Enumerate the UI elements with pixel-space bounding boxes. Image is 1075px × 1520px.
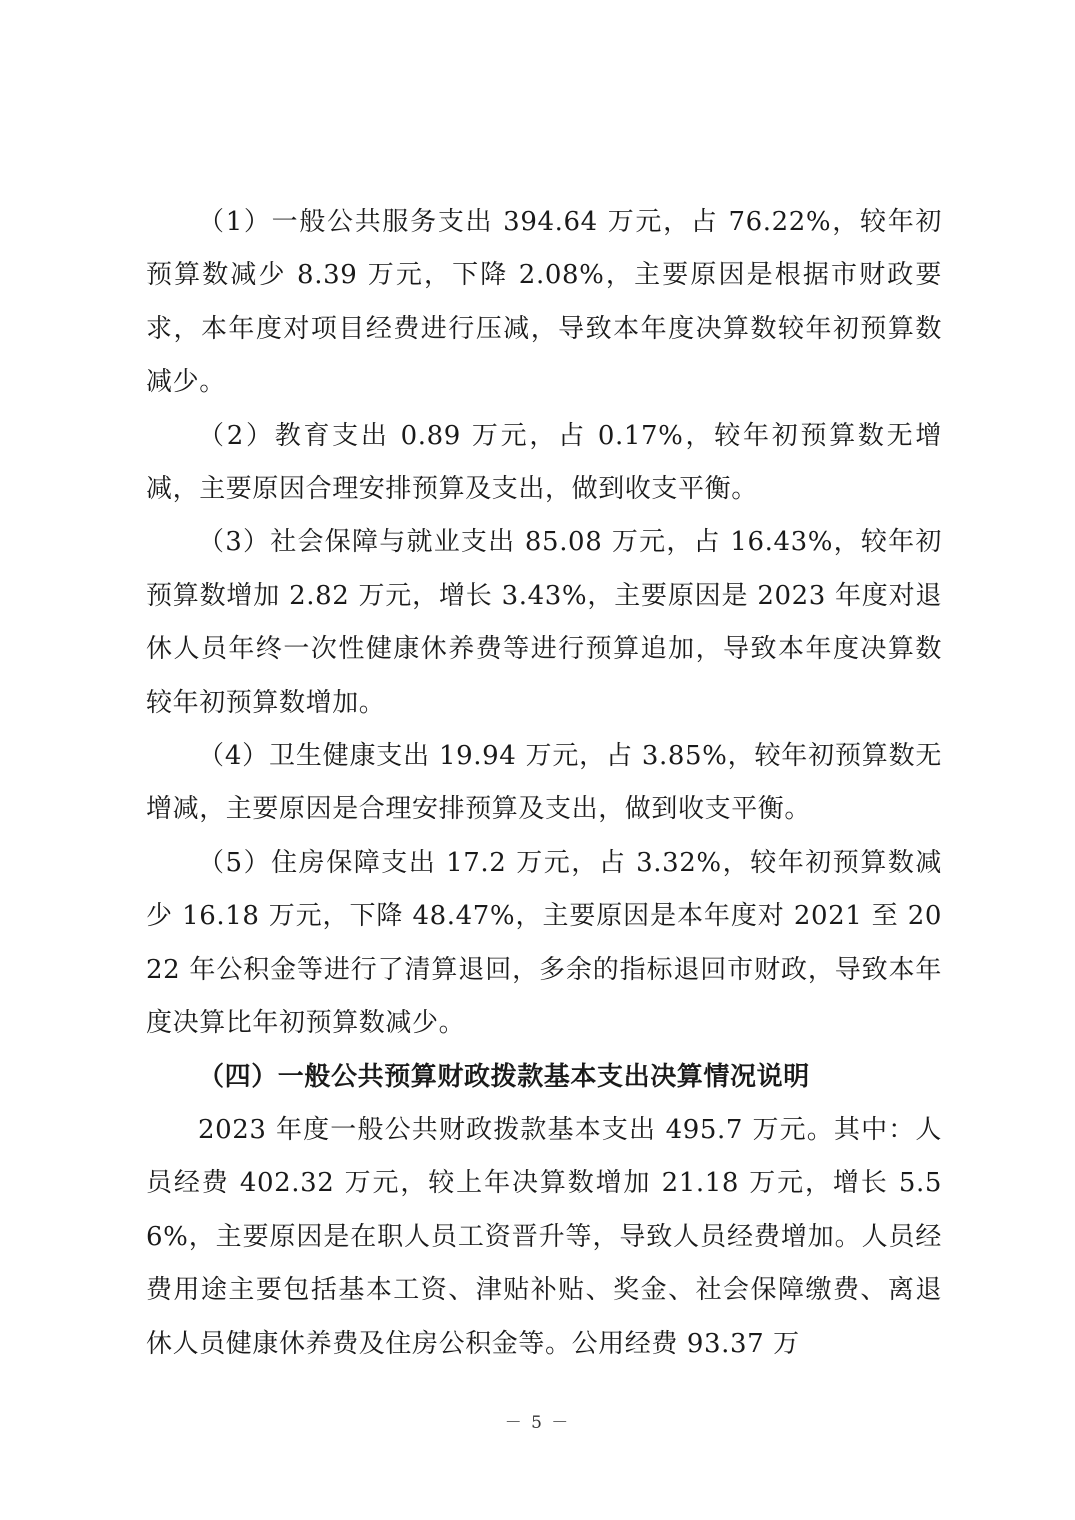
paragraph-social-security: （3）社会保障与就业支出 85.08 万元，占 16.43%，较年初预算数增加 2.82 万元，增长 3.43%，主要原因是 2023 年度对退休人员年终一次性健康休养费等进行预算追加，导致本年度决算数较年初预算数增加。: [146, 527, 942, 718]
paragraph-basic-expenditure: 2023 年度一般公共财政拨款基本支出 495.7 万元。其中：人员经费 402.32 万元，较上年决算数增加 21.18 万元，增长 5.56%，主要原因是在职人员工资晋升等，导致人员经费增加。人员经费用途主要包括基本工资、津贴补贴、奖金、社会保障缴费、离退休人员健康休养费及住房公积金等。公用经费 93.37 万: [146, 1114, 942, 1359]
document-body: [146, 196, 942, 1371]
paragraph-health: （4）卫生健康支出 19.94 万元，占 3.85%，较年初预算数无增减，主要原因是合理安排预算及支出，做到收支平衡。: [146, 741, 942, 825]
paragraph-housing: （5）住房保障支出 17.2 万元，占 3.32%，较年初预算数减少 16.18 万元，下降 48.47%，主要原因是本年度对 2021 至 2022 年公积金等进行了清算退回，多余的指标退回市财政，导致本年度决算比年初预算数减少。: [146, 847, 942, 1039]
paragraph-education: （2）教育支出 0.89 万元，占 0.17%，较年初预算数无增减，主要原因合理安排预算及支出，做到收支平衡。: [146, 420, 942, 505]
page-number: － 5 －: [504, 1413, 571, 1433]
section-heading: （四）一般公共预算财政拨款基本支出决算情况说明: [198, 1061, 810, 1092]
paragraph-general-public-services: （1）一般公共服务支出 394.64 万元，占 76.22%，较年初预算数减少 8.39 万元，下降 2.08%，主要原因是根据市财政要求，本年度对项目经费进行压减，导致本年度决算数较年初预算数减少。: [146, 207, 942, 398]
